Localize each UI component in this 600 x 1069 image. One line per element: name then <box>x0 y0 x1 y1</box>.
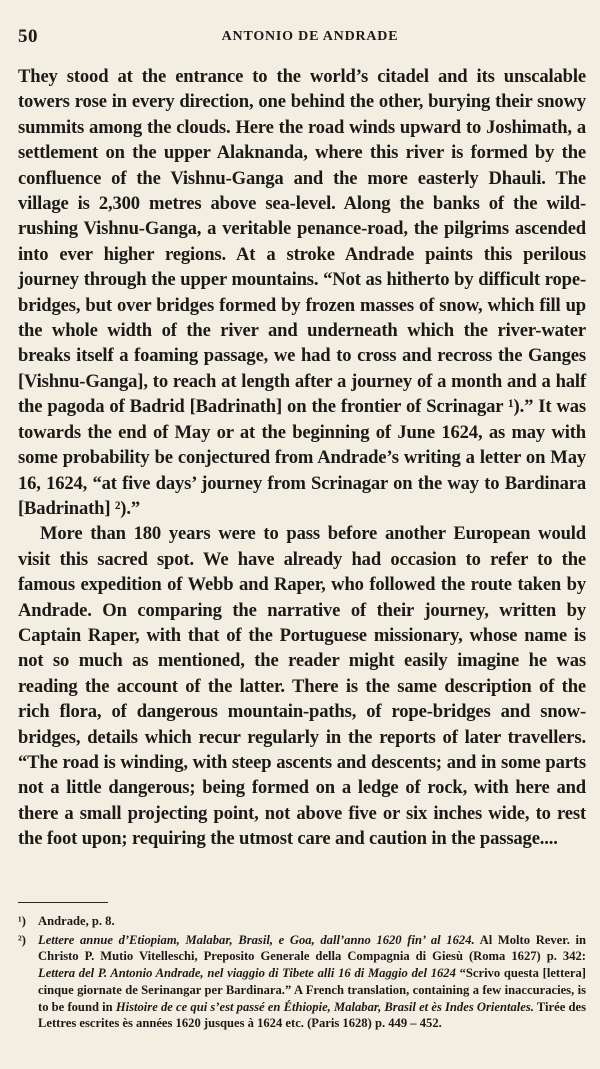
footnote-divider <box>18 902 108 903</box>
page-header <box>18 26 582 48</box>
footnote-text: Al Molto Rever. in Christo P. Mutio Vitelleschi, Preposito Generale della Compagnia di Giesù (Roma 1627) p. 342: <box>38 932 586 964</box>
footnote-marker: ¹) <box>18 914 26 928</box>
footnote-citation-title: Lettere annue d’Etiopiam, Malabar, Brasil, e Goa, dall’anno 1620 fin’ al 1624. <box>38 932 475 947</box>
footnote-2 <box>18 932 586 1032</box>
footnote-marker: ²) <box>18 932 26 947</box>
footnote-text: Andrade, p. 8. <box>38 914 115 928</box>
footnote-citation-title: Histoire de ce qui s’est passé en Éthiopie, Malabar, Brasil et ès Indes Orientales. <box>115 999 534 1014</box>
footnote-1 <box>18 913 586 930</box>
paragraph-2: More than 180 years were to pass before another European would visit this sacred spot. We have already had occasion to refer to the famous expedition of Webb and Raper, who followed the route taken by Andrade. On comparing the narrative of their journey, written by Captain Raper, with that of the Portuguese missionary, whose name is not so much as mentioned, the reader might easily imagine he was reading the account of the latter. There is the same description of the rich flora, of dangerous mountain-paths, of rope-bridges and snow-bridges, details which recur regularly in the reports of later travellers. “The road is winding, with steep ascents and descents; and in some parts not a little dangerous; being formed on a ledge of rock, with here and there a small projecting point, not above five or six inches wide, to rest the foot upon; requiring the utmost care and caution in the passage.... <box>18 523 586 850</box>
page-number: 50 <box>18 26 38 47</box>
footnotes <box>18 913 586 1034</box>
body-text <box>18 64 586 852</box>
paragraph-1: They stood at the entrance to the world’s citadel and its unscalable towers rose in every direction, one behind the other, burying their snowy summits among the clouds. Here the road winds upward to Joshimath, a settlement on the upper Alaknanda, where this river is formed by the confluence of the Vishnu-Ganga and the more easterly Dhauli. The village is 2,300 metres above sea-level. Along the banks of the wild-rushing Vishnu-Ganga, a veritable penance-road, the pilgrims ascended into ever higher regions. At a stroke Andrade paints this perilous journey through the upper mountains. “Not as hitherto by difficult rope-bridges, but over bridges formed by frozen masses of snow, which fill up the whole width of the river and underneath which the river-water breaks itself a foaming passage, we had to cross and recross the Ganges [Vishnu-Ganga], to reach at length after a journey of a month and a half the pagoda of Badrid [Badrinath] on the frontier of Scrinagar ¹).” It was towards the end of May or at the beginning of June 1624, as may with some probability be conjectured from Andrade’s writing a letter on May 16, 1624, “at five days’ journey from Scrinagar on the way to Bardinara [Badrinath] ²).” <box>18 66 586 519</box>
footnote-text: Tirée des Lettres escrites ès années 1620 jusques à 1624 etc. (Paris 1628) p. 449 – 452. <box>38 999 586 1031</box>
running-head: ANTONIO DE ANDRADE <box>221 29 399 44</box>
footnote-text: “Scrivo questa [lettera] cinque giornate de Serinangar per Bardinara.” A French translation, containing a few inaccuracies, is to be found in <box>38 966 586 1014</box>
footnote-citation-title: Lettera del P. Antonio Andrade, nel viaggio di Tibete alli 16 di Maggio del 1624 <box>38 966 456 981</box>
